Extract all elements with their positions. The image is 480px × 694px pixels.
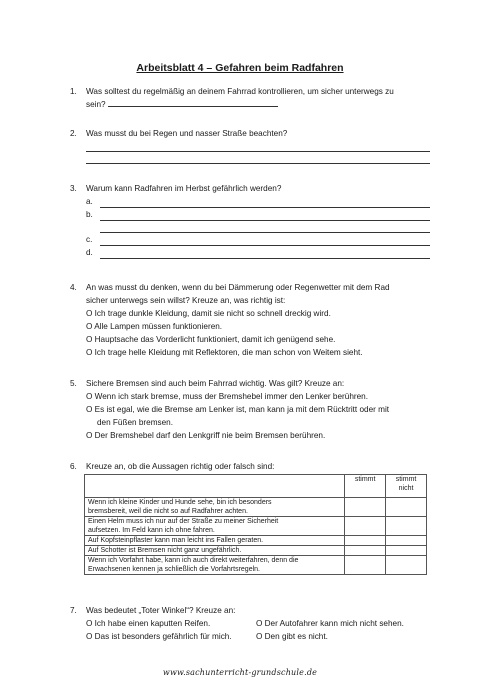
checkbox-option[interactable]: O Der Bremshebel darf den Lenkgriff nie beim Bremsen berühren. — [86, 431, 326, 440]
question-number: 1. — [70, 87, 77, 96]
checkbox-option[interactable]: O Ich trage dunkle Kleidung, damit sie nicht so schnell dreckig wird. — [86, 309, 331, 318]
question-text: Was musst du bei Regen und nasser Straße beachten? — [86, 129, 288, 138]
column-header-false: stimmt nicht — [386, 475, 427, 498]
question-text: Kreuze an, ob die Aussagen richtig oder falsch sind: — [86, 462, 275, 471]
statement-text: Einen Helm muss ich nur auf der Straße zu meiner Sicherheit aufsetzen. Im Feld kann ich ohne fahren. — [85, 517, 345, 536]
statement-text: Auf Kopfsteinpflaster kann man leicht ins Fallen geraten. — [85, 536, 345, 546]
statement-table — [84, 474, 427, 575]
checkbox-option[interactable]: O Wenn ich stark bremse, muss der Bremshebel immer den Lenker berühren. — [86, 392, 368, 401]
question-1 — [70, 85, 430, 111]
question-number: 5. — [70, 379, 77, 388]
answer-label: c. — [86, 235, 93, 244]
question-text: sicher unterwegs sein willst? Kreuze an, was richtig ist: — [86, 296, 286, 305]
answer-line[interactable] — [100, 221, 430, 233]
checkbox-option[interactable]: O Der Autofahrer kann mich nicht sehen. — [256, 619, 404, 628]
table-row — [85, 498, 427, 517]
statement-text: Wenn ich kleine Kinder und Hunde sehe, bin ich besonders bremsbereit, weil die nicht so auf Radfahrer achten. — [85, 498, 345, 517]
checkbox-option[interactable]: O Es ist egal, wie die Bremse am Lenker ist, man kann ja mit dem Rücktritt oder mit — [86, 405, 390, 414]
checkbox-option[interactable]: O Das ist besonders gefährlich für mich. — [86, 632, 232, 641]
question-text: Warum kann Radfahren im Herbst gefährlich werden? — [86, 184, 282, 193]
table-header-blank — [85, 475, 345, 498]
answer-label: a. — [86, 197, 93, 206]
question-4 — [70, 281, 430, 359]
answer-cell-true[interactable] — [345, 498, 386, 517]
answer-label: b. — [86, 210, 93, 219]
question-number: 6. — [70, 462, 77, 471]
checkbox-option[interactable]: O Alle Lampen müssen funktionieren. — [86, 322, 223, 331]
question-6 — [70, 460, 430, 473]
answer-line[interactable] — [86, 140, 430, 152]
question-3 — [70, 182, 430, 259]
answer-cell-false[interactable] — [386, 556, 427, 575]
answer-line[interactable] — [86, 152, 430, 164]
question-text: An was musst du denken, wenn du bei Dämmerung oder Regenwetter mit dem Rad — [86, 283, 390, 292]
answer-cell-false[interactable] — [386, 498, 427, 517]
footer-url: www.sachunterricht-grundschule.de — [162, 668, 318, 677]
question-text: Was bedeutet „Toter Winkel“? Kreuze an: — [86, 606, 236, 615]
statement-text: Wenn ich Vorfahrt habe, kann ich auch direkt weiterfahren, denn die Erwachsenen kennen ja schließlich die Vorfahrtsregeln. — [85, 556, 345, 575]
table-row — [85, 517, 427, 536]
question-text: Sichere Bremsen sind auch beim Fahrrad wichtig. Was gilt? Kreuze an: — [86, 379, 345, 388]
answer-cell-true[interactable] — [345, 536, 386, 546]
question-number: 3. — [70, 184, 77, 193]
checkbox-option-continuation: den Füßen bremsen. — [97, 418, 174, 427]
question-5 — [70, 377, 430, 442]
table-row — [85, 546, 427, 556]
worksheet-title: Arbeitsblatt 4 – Gefahren beim Radfahren — [136, 62, 344, 74]
answer-cell-true[interactable] — [345, 517, 386, 536]
answer-cell-true[interactable] — [345, 546, 386, 556]
question-2 — [70, 127, 430, 164]
question-text: sein? — [86, 100, 106, 109]
answer-cell-false[interactable] — [386, 517, 427, 536]
question-number: 4. — [70, 283, 77, 292]
question-7 — [70, 604, 430, 643]
question-number: 7. — [70, 606, 77, 615]
checkbox-option[interactable]: O Ich trage helle Kleidung mit Reflektoren, die man schon von Weitem sieht. — [86, 348, 363, 357]
answer-line[interactable] — [100, 234, 430, 246]
checkbox-option[interactable]: O Ich habe einen kaputten Reifen. — [86, 619, 211, 628]
question-number: 2. — [70, 129, 77, 138]
answer-line[interactable] — [108, 98, 278, 107]
table-row — [85, 536, 427, 546]
statement-text: Auf Schotter ist Bremsen nicht ganz ungefährlich. — [85, 546, 345, 556]
answer-label: d. — [86, 248, 93, 257]
answer-cell-false[interactable] — [386, 546, 427, 556]
checkbox-option[interactable]: O Den gibt es nicht. — [256, 632, 328, 641]
column-header-true: stimmt — [345, 475, 386, 498]
question-text: Was solltest du regelmäßig an deinem Fahrrad kontrollieren, um sicher unterwegs zu — [86, 87, 394, 96]
table-row — [85, 556, 427, 575]
answer-line[interactable] — [100, 209, 430, 221]
checkbox-option[interactable]: O Hauptsache das Vorderlicht funktioniert, damit ich genügend sehe. — [86, 335, 336, 344]
answer-cell-false[interactable] — [386, 536, 427, 546]
answer-line[interactable] — [100, 247, 430, 259]
answer-cell-true[interactable] — [345, 556, 386, 575]
answer-line[interactable] — [100, 196, 430, 208]
